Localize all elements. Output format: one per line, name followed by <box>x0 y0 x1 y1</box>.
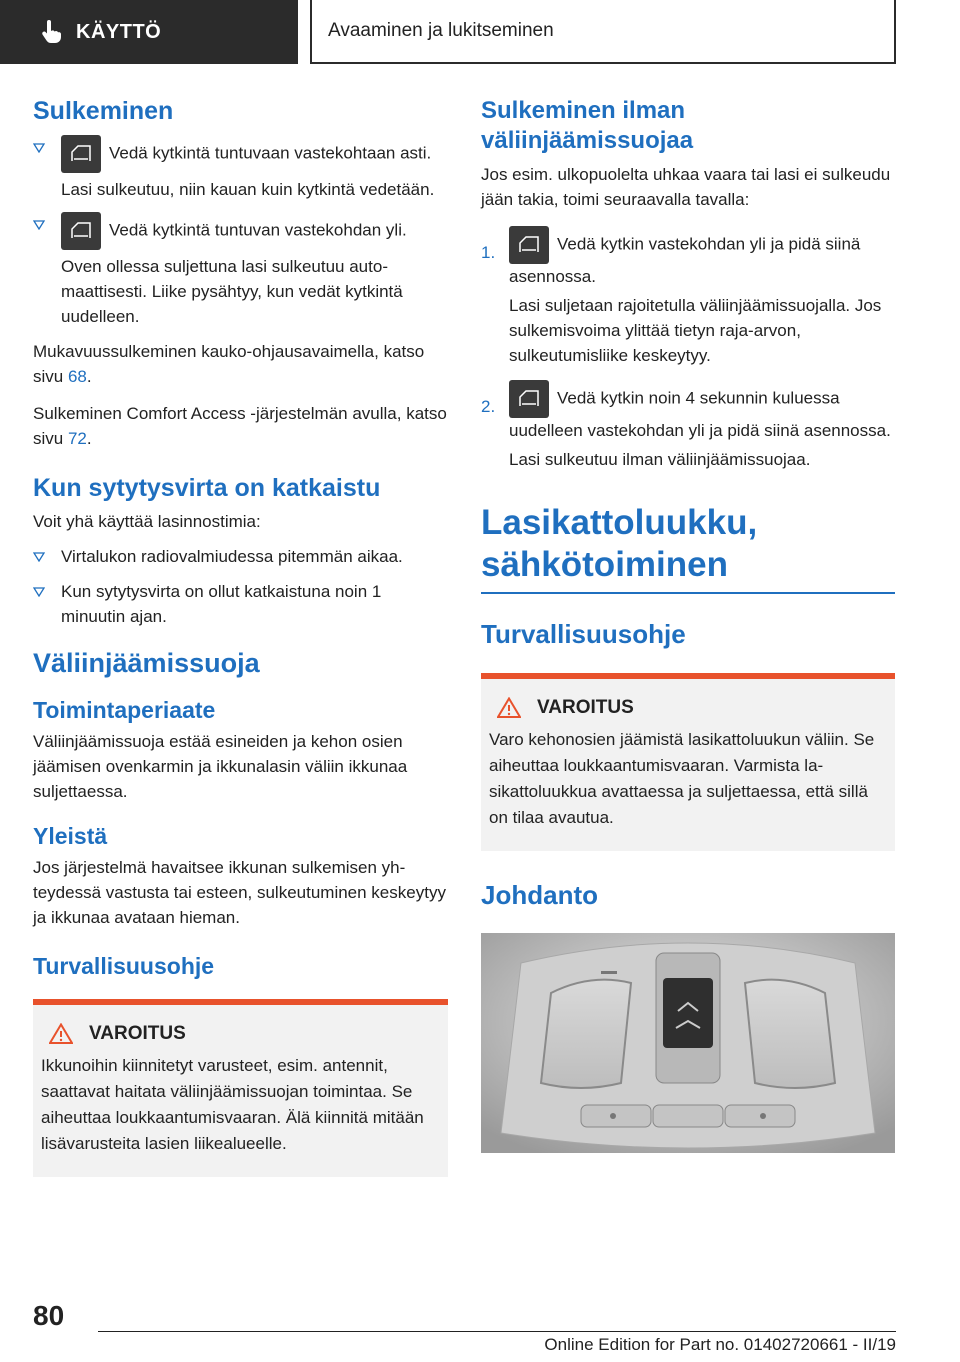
sub-text: Lasi sulkeutuu, niin kauan kuin kytkintä vedetään. <box>61 180 435 200</box>
window-switch-icon <box>509 226 549 264</box>
warning-title: VAROITUS <box>489 697 887 719</box>
heading-sulkeminen: Sulkeminen <box>33 97 174 125</box>
kun-list <box>33 544 448 629</box>
paragraph: Voit yhä käyttää lasinnostimia: <box>33 511 261 531</box>
section-title: Avaaminen ja lukitseminen <box>328 20 554 41</box>
heading-valiinjaamissuoja: Väliinjäämissuoja <box>33 647 260 678</box>
list-item: 1. Vedä kytkin vastekohdan yli ja pidä siinä asennossa. Lasi suljetaan rajoitetulla väliinjäämissuojalla. Jos sulkemisvoima ylittää tietyn raja-arvon, sulkeutumisliike keskeytyy. <box>481 226 895 368</box>
left-column <box>33 96 448 1177</box>
chapter-tab <box>0 0 298 64</box>
sub-text: Lasi sulkeutuu ilman väliinjäämissuojaa. <box>509 450 811 469</box>
paragraph: Sulkeminen Comfort Access -järjestelmän avulla, katso sivu 72. <box>33 404 447 449</box>
page-link-68[interactable]: 68 <box>67 367 87 387</box>
section-header <box>310 0 896 64</box>
warning-text: Varo kehonosien jäämistä lasikattoluukun väliin. Se aiheuttaa loukkaantumisvaaran. Varmista lasikattoluukkua avattaessa ja suljettaessa, että sillä on tilaa avautua. <box>489 729 875 827</box>
sulkeminen-list <box>33 135 448 329</box>
heading-turvallisuusohje-right: Turvallisuusohje <box>481 619 686 649</box>
list-item: Kun sytytysvirta on ollut katkaistuna noin 1 minuutin ajan. <box>33 579 448 629</box>
right-column <box>481 96 895 1158</box>
warning-box <box>33 999 448 1177</box>
paragraph: Väliinjäämissuoja estää esineiden ja kehon osien jäämisen ovenkarmin ja ikkunalasin väliin ikkunaa suljettaessa. <box>33 732 408 801</box>
paragraph: Jos esim. ulkopuolelta uhkaa vaara tai lasi ei sulkeudu jään takia, toimi seuraavalla tavalla: <box>481 165 891 209</box>
window-switch-icon <box>509 380 549 418</box>
bullet-triangle-icon <box>33 220 45 230</box>
step-number: 2. <box>481 397 496 416</box>
roof-console-photo <box>481 933 895 1153</box>
page-number: 80 <box>33 1300 65 1331</box>
step-number: 1. <box>481 243 496 262</box>
sub-text: Oven ollessa suljettuna lasi sulkeutuu automaattisesti. Liike pysähtyy, kun vedät kytkintä uudelleen. <box>61 257 403 327</box>
heading-johdanto: Johdanto <box>481 879 598 910</box>
heading-turvallisuusohje: Turvallisuusohje <box>33 952 215 979</box>
warning-text: Ikkunoihin kiinnitetyt varusteet, esim. antennit, saattavat haitata väliinjäämissuojan toimintaa. Se aiheuttaa loukkaantumisvaaran. Älä kiinnitä mitään lisävarusteita lasien liikealueelle. <box>41 1055 424 1153</box>
hand-pointer-icon <box>38 19 64 45</box>
paragraph: Mukavuussulkeminen kauko-ohjausavaimella, katso sivu 68. <box>33 342 425 387</box>
heading-toimintaperiaate: Toimintaperiaate <box>33 697 216 724</box>
list-item: Vedä kytkintä tuntuvan vastekohdan yli. Oven ollessa suljettuna lasi sulkeutuu automaattisesti. Liike pysähtyy, kun vedät kytkintä uudelleen. <box>33 212 448 329</box>
list-item: 2. Vedä kytkin noin 4 sekunnin kuluessa uudelleen vastekohdan yli ja pidä siinä asennossa. Lasi sulkeutuu ilman väliinjäämissuojaa. <box>481 380 895 472</box>
heading-kun-sytytysvirta: Kun sytytysvirta on katkaistu <box>33 474 381 503</box>
window-switch-icon <box>61 212 101 250</box>
list-item: Vedä kytkintä tuntuvaan vastekohtaan asti. Lasi sulkeutuu, niin kauan kuin kytkintä vedetään. <box>33 135 448 202</box>
window-switch-icon <box>61 135 101 173</box>
heading-rule <box>481 592 895 594</box>
page-link-72[interactable]: 72 <box>67 429 87 449</box>
warning-triangle-icon <box>49 1023 73 1044</box>
heading-yleista: Yleistä <box>33 823 108 849</box>
heading-sulkeminen-ilman: Sulkeminen ilman väliinjäämissuojaa <box>481 97 694 154</box>
bullet-triangle-icon <box>33 587 45 597</box>
paragraph: Jos järjestelmä havaitsee ikkunan sulkemisen yhteydessä vastusta tai esteen, sulkeutuminen keskeytyy ja ikkunaa avataan hieman. <box>33 857 446 927</box>
footer-divider <box>98 1331 896 1332</box>
heading-lasikattoluukku: Lasikattoluukku, sähkötoiminen <box>481 503 758 584</box>
sub-text: Lasi suljetaan rajoitetulla väliinjäämissuojalla. Jos sulkemisvoima ylittää tietyn raja-arvon, sulkeutumisliike keskeytyy. <box>509 296 882 365</box>
steps-list <box>481 226 895 472</box>
chapter-title: KÄYTTÖ <box>76 20 162 43</box>
footer-edition: Online Edition for Part no. 01402720661 - II/19 <box>544 1335 896 1354</box>
bullet-triangle-icon <box>33 143 45 153</box>
list-item: Virtalukon radiovalmiudessa pitemmän aikaa. <box>33 544 448 569</box>
bullet-triangle-icon <box>33 552 45 562</box>
warning-title: VAROITUS <box>41 1023 440 1045</box>
warning-triangle-icon <box>497 697 521 718</box>
warning-box <box>481 673 895 851</box>
